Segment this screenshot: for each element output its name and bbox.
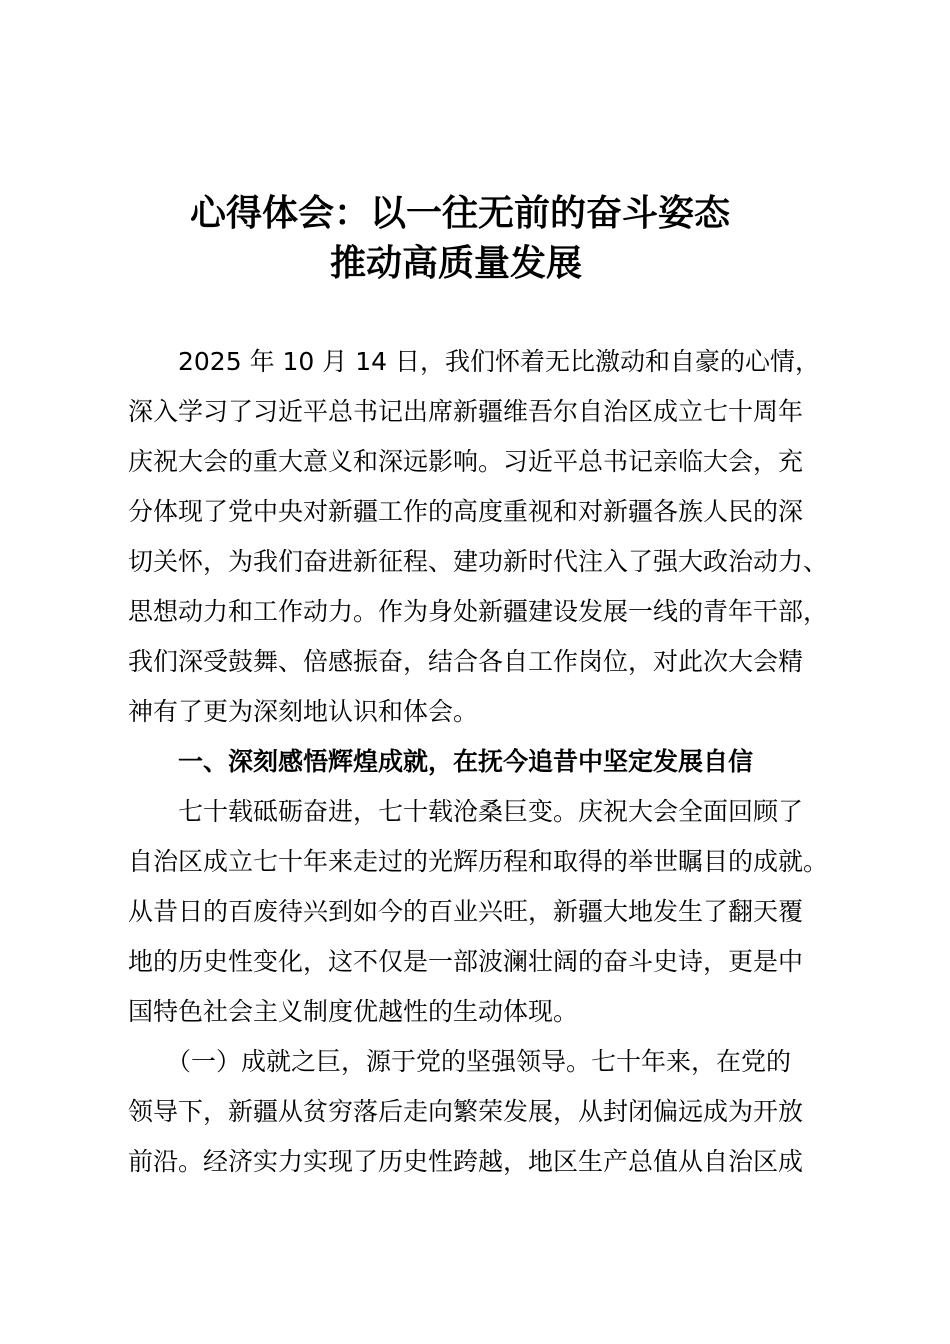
paragraph-line: 我们深受鼓舞、倍感振奋，结合各自工作岗位，对此次大会精 [128,647,804,676]
paragraph-line: （一）成就之巨，源于党的坚强领导。七十年来，在党的 [166,1047,792,1076]
paragraph-line: 庆祝大会的重大意义和深远影响。习近平总书记亲临大会，充 [128,447,804,476]
paragraph-line: 领导下，新疆从贫穷落后走向繁荣发展，从封闭偏远成为开放 [128,1097,804,1126]
paragraph-line: 思想动力和工作动力。作为身处新疆建设发展一线的青年干部， [128,597,829,626]
paragraph-line: 深入学习了习近平总书记出席新疆维吾尔自治区成立七十周年 [128,397,804,426]
paragraph-line: 七十载砥砺奋进，七十载沧桑巨变。庆祝大会全面回顾了 [178,797,804,826]
paragraph-line: 切关怀，为我们奋进新征程、建功新时代注入了强大政治动力、 [128,547,829,576]
document-title-line-2: 推动高质量发展 [330,242,583,284]
document-title-line-1: 心得体会：以一往无前的奋斗姿态 [190,192,731,234]
paragraph-line: 地的历史性变化，这不仅是一部波澜壮阔的奋斗史诗，更是中 [128,947,804,976]
paragraph-line: 前沿。经济实力实现了历史性跨越，地区生产总值从自治区成 [128,1147,804,1176]
paragraph-line: 神有了更为深刻地认识和体会。 [128,697,479,726]
section-heading: 一、深刻感悟辉煌成就，在抚今追昔中坚定发展自信 [178,747,754,776]
paragraph-line: 从昔日的百废待兴到如今的百业兴旺，新疆大地发生了翻天覆 [128,897,804,926]
paragraph-line: 分体现了党中央对新疆工作的高度重视和对新疆各族人民的深 [128,497,804,526]
paragraph-line: 2025 年 10 月 14 日，我们怀着无比激动和自豪的心情， [178,347,820,376]
paragraph-line: 自治区成立七十年来走过的光辉历程和取得的举世瞩目的成就。 [128,847,829,876]
paragraph-line: 国特色社会主义制度优越性的生动体现。 [128,997,579,1026]
